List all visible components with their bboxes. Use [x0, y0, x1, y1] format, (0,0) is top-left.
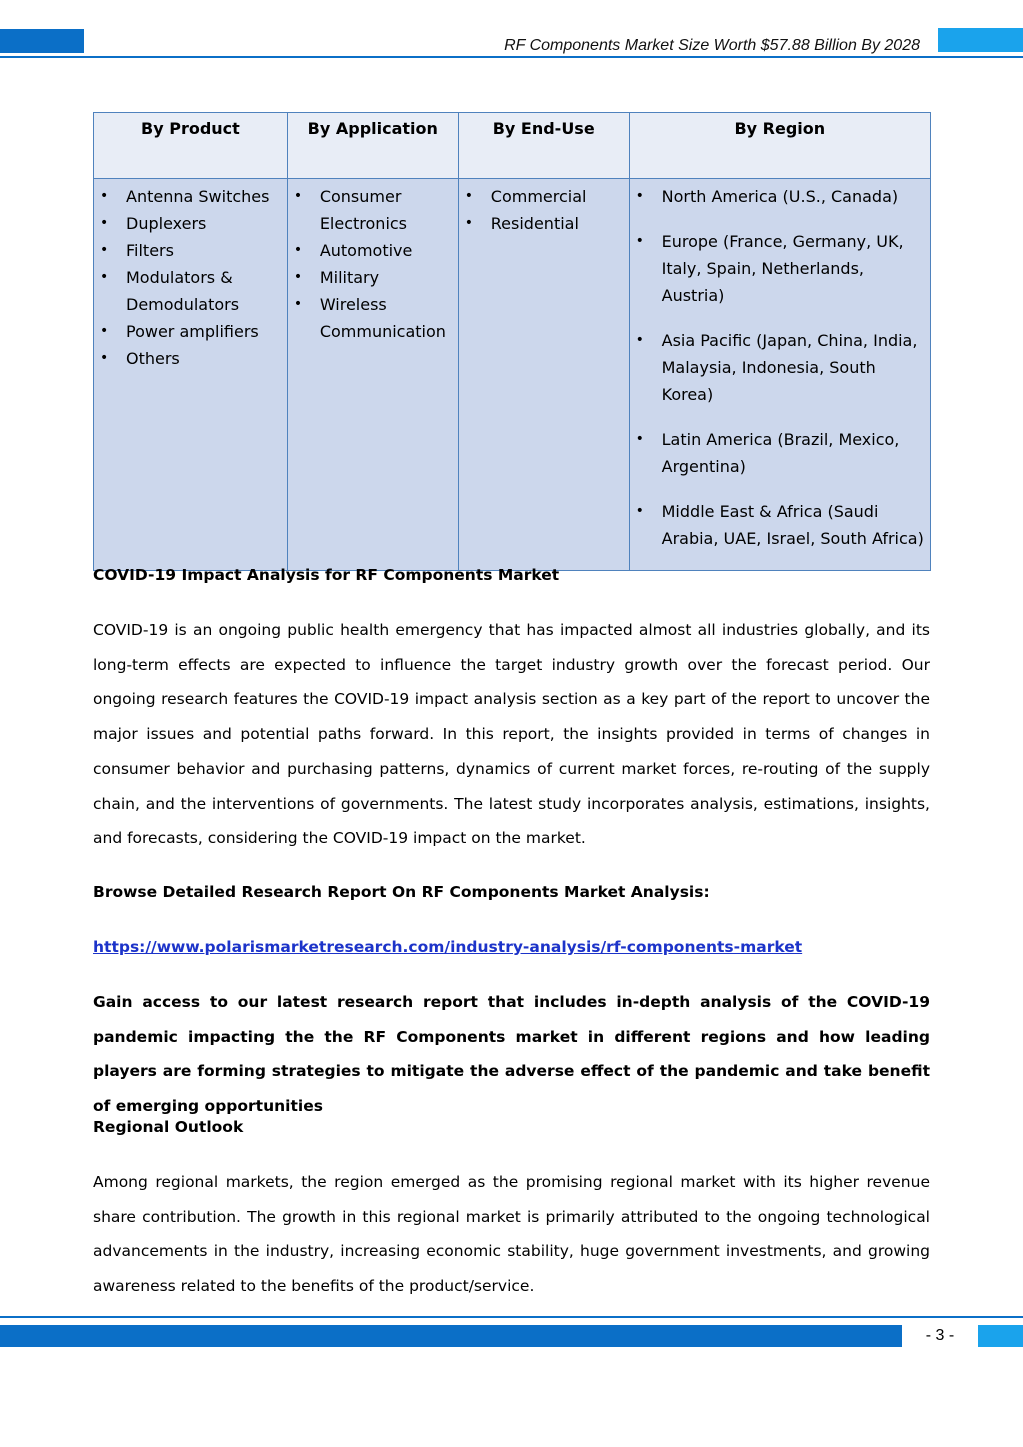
- list-item: • Middle East & Africa (Saudi Arabia, UAE, Israel, South Africa): [630, 498, 930, 552]
- list-item: • Antenna Switches: [94, 183, 287, 210]
- list-item: • Military: [288, 264, 458, 291]
- list-item: • Wireless Communication: [288, 291, 458, 345]
- list-item: • Filters: [94, 237, 287, 264]
- list-item: • Latin America (Brazil, Mexico, Argentina): [630, 426, 930, 480]
- covid-heading: COVID-19 Impact Analysis for RF Components Market: [93, 566, 560, 584]
- header-accent-bar-right: [938, 28, 1023, 52]
- gain-access-paragraph: Gain access to our latest research report that includes in-depth analysis of the COVID-19 pandemic impacting the the RF Components market in different regions and how leading players are forming strategies to mitigate the adverse effect of the pandemic and take benefit of emerging opportunities: [93, 993, 930, 1116]
- header-title: RF Components Market Size Worth $57.88 Billion By 2028: [504, 37, 920, 54]
- segmentation-table: [93, 112, 931, 571]
- header-by-region: By Region: [629, 113, 930, 179]
- header-by-application: By Application: [287, 113, 458, 179]
- list-item: • Power amplifiers: [94, 318, 287, 345]
- list-item: • Others: [94, 345, 287, 372]
- header-by-product: By Product: [94, 113, 288, 179]
- page-number: - 3 -: [925, 1327, 955, 1344]
- list-item: • Modulators & Demodulators: [94, 264, 287, 318]
- list-item: • Automotive: [288, 237, 458, 264]
- application-cell: [287, 179, 458, 571]
- list-item: • Consumer Electronics: [288, 183, 458, 237]
- product-cell: [94, 179, 288, 571]
- browse-heading: Browse Detailed Research Report On RF Components Market Analysis:: [93, 883, 710, 901]
- list-item: • Commercial: [459, 183, 629, 210]
- report-link[interactable]: https://www.polarismarketresearch.com/industry-analysis/rf-components-market: [93, 938, 803, 956]
- end-use-cell: [458, 179, 629, 571]
- footer-accent-bar-left: [0, 1325, 902, 1347]
- footer-rule: [0, 1316, 1023, 1318]
- header-by-end-use: By End-Use: [458, 113, 629, 179]
- list-item: • Duplexers: [94, 210, 287, 237]
- list-item: • Residential: [459, 210, 629, 237]
- list-item: • Europe (France, Germany, UK, Italy, Spain, Netherlands, Austria): [630, 228, 930, 309]
- region-cell: [629, 179, 930, 571]
- regional-heading: Regional Outlook: [93, 1118, 244, 1136]
- regional-paragraph: Among regional markets, the region emerged as the promising regional market with its higher revenue share contribution. The growth in this regional market is primarily attributed to the ongoing technological advancements in the industry, increasing economic stability, huge government investments, and growing awareness related to the benefits of the product/service.: [93, 1173, 930, 1296]
- footer-accent-bar-right: [978, 1325, 1023, 1347]
- list-item: • Asia Pacific (Japan, China, India, Malaysia, Indonesia, South Korea): [630, 327, 930, 408]
- header-accent-bar-left: [0, 29, 84, 53]
- header-rule: [0, 56, 1023, 58]
- covid-paragraph: COVID-19 is an ongoing public health emergency that has impacted almost all industries globally, and its long-term effects are expected to influence the target industry growth over the forecast period. Our ongoing research features the COVID-19 impact analysis section as a key part of the report to uncover the major issues and potential paths forward. In this report, the insights provided in terms of changes in consumer behavior and purchasing patterns, dynamics of current market forces, re-routing of the supply chain, and the interventions of governments. The latest study incorporates analysis, estimations, insights, and forecasts, considering the COVID-19 impact on the market.: [93, 621, 930, 848]
- list-item: • North America (U.S., Canada): [630, 183, 930, 210]
